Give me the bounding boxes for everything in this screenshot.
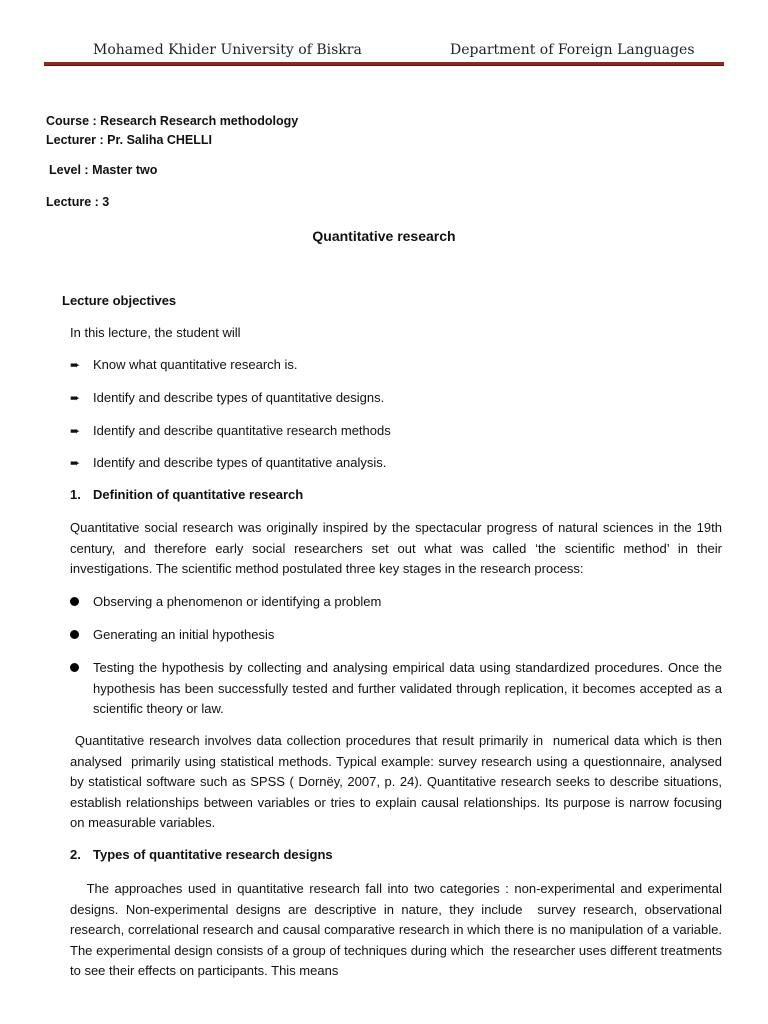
section-2-heading: 2. Types of quantitative research designs <box>70 847 333 862</box>
dot-bullet-icon <box>70 625 88 646</box>
dot-bullet-icon <box>70 658 88 679</box>
page-header <box>0 42 768 62</box>
objectives-intro: In this lecture, the student will <box>70 325 241 340</box>
header-rule <box>44 62 724 66</box>
page-title: Quantitative research <box>312 228 456 244</box>
lecturer-line: Lecturer : Pr. Saliha CHELLI <box>46 133 213 147</box>
objectives-heading: Lecture objectives <box>62 293 177 308</box>
dot-bullet-icon <box>70 592 88 613</box>
arrow-bullet-icon: ➨ <box>70 391 81 405</box>
arrow-bullet-icon: ➨ <box>70 358 81 372</box>
section-2-paragraph: The approaches used in quantitative research fall into two categories : non-experimental and experimental designs. Non-experimental designs are descriptive in nature, they include survey research, observational research, correlational research and causal comparative research in which there is no manipulation of a variable. The experimental design consists of a group of techniques during which the researcher uses different treatments to see their effects on participants. This means <box>70 881 726 979</box>
department-name: Department of Foreign Languages <box>450 42 695 58</box>
section-1-paragraph: Quantitative social research was originally inspired by the spectacular progress of natural sciences in the 19th century, and therefore early social researchers set out what was called ‘the scientific method’ in their investigations. The scientific method postulated three key stages in the research process: <box>70 520 722 577</box>
arrow-bullet-icon: ➨ <box>70 424 81 438</box>
section-1-paragraph-2: Quantitative research involves data collection procedures that result primarily in numerical data which is then analysed primarily using statistical methods. Typical example: survey research using a questionnaire, analysed by statistical software such as SPSS ( Dornëy, 2007, p. 24). Quantitative research seeks to describe situations, establish relationships between variables or tries to explain causal relationships. Its purpose is narrow focusing on measurable variables. <box>70 733 726 831</box>
section-1-heading: 1. Definition of quantitative research <box>70 487 304 502</box>
lecture-number: Lecture : 3 <box>46 195 110 209</box>
level-line: Level : Master two <box>49 163 158 177</box>
course-line: Course : Research Research methodology <box>46 114 299 128</box>
university-name: Mohamed Khider University of Biskra <box>93 42 362 58</box>
arrow-bullet-icon: ➨ <box>70 456 81 470</box>
